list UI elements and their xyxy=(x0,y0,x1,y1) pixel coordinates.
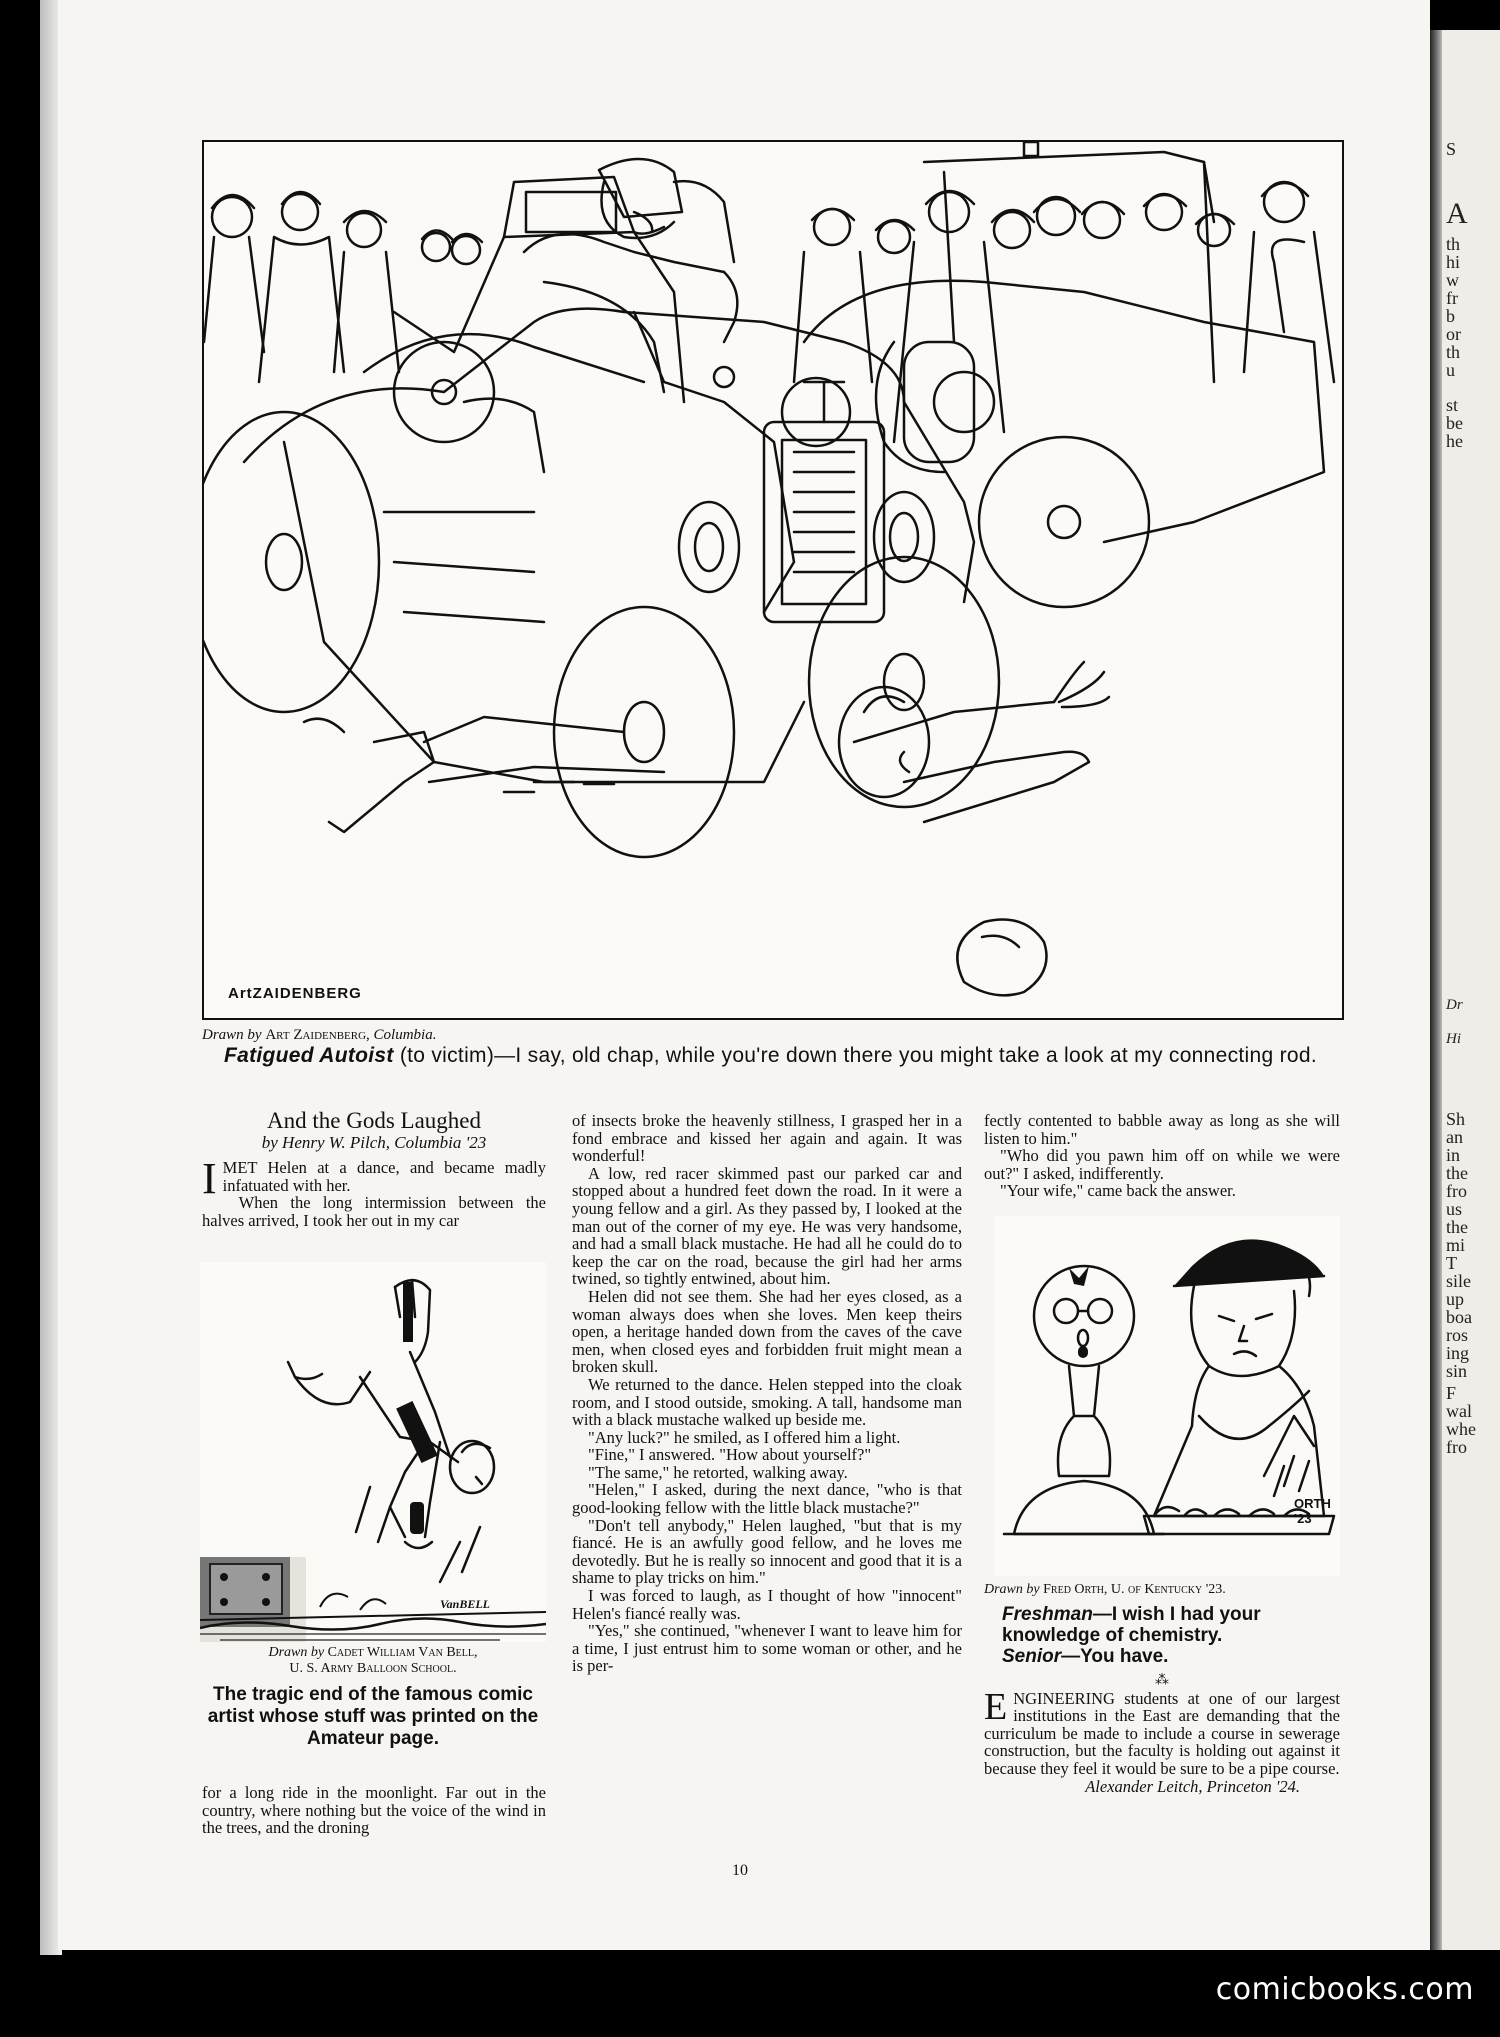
adjacent-page-fragment: w xyxy=(1446,270,1459,290)
article-paragraph: IMET Helen at a dance, and became madly infatuated with her. xyxy=(202,1154,546,1204)
credit-school: U. of Kentucky '23. xyxy=(1107,1582,1226,1597)
adjacent-page-fragment: mi xyxy=(1446,1235,1466,1255)
adjacent-page-fragment: fro xyxy=(1446,1181,1467,1201)
drop-cap: E xyxy=(984,1685,1008,1728)
caption-speaker: Fatigued Autoist xyxy=(224,1044,394,1067)
busts-cartoon-caption xyxy=(984,1604,1340,1667)
adjacent-page-fragment: he xyxy=(1446,431,1463,451)
article-paragraph: We returned to the dance. Helen stepped into the cloak room, and I stood outside, smoking. A tall, handsome man with a black mustache walked up beside me. xyxy=(572,1374,962,1430)
page-number: 10 xyxy=(732,1862,748,1879)
article-paragraph: A low, red racer skimmed past our parked car and stopped about a hundred feet down the road. In it were a young fellow and a girl. As they passed by, I looked at the man out of the corner of my eye. He was very handsome, and had a small black mustache. He had all he could do to keep the car on the road, because the girl had her arms twined, so tightly entwined, about him. xyxy=(572,1163,962,1289)
adjacent-page-fragment: or xyxy=(1446,324,1461,344)
adjacent-page-fragment: Hi xyxy=(1446,1031,1461,1047)
victim-figure xyxy=(304,662,1109,832)
credit-school: U. S. Army Balloon School. xyxy=(289,1661,457,1676)
adjacent-page-fragment: wal xyxy=(1446,1401,1472,1421)
adjacent-page-fragment: up xyxy=(1446,1289,1464,1309)
main-cartoon-illustration xyxy=(202,140,1344,1020)
adjacent-page-fragment: Dr xyxy=(1446,997,1463,1013)
main-cartoon-credit xyxy=(202,1027,436,1044)
adjacent-page-fragment: be xyxy=(1446,413,1463,433)
adjacent-page-fragment: an xyxy=(1446,1127,1463,1147)
section-ornament: ⁂ xyxy=(1155,1673,1169,1688)
drop-cap: I xyxy=(202,1154,217,1204)
adjacent-page-fragment: whe xyxy=(1446,1419,1476,1439)
car-accident-drawing xyxy=(204,142,1342,1018)
diver-drawing xyxy=(200,1262,546,1642)
adjacent-page-fragment: sin xyxy=(1446,1361,1468,1381)
site-watermark: comicbooks.com xyxy=(1215,1972,1474,2007)
article-paragraph: "Any luck?" he smiled, as I offered him a light. xyxy=(588,1427,901,1447)
adjacent-page-fragment: F xyxy=(1446,1383,1457,1403)
adjacent-page-fragment: the xyxy=(1446,1163,1468,1183)
article-paragraph: for a long ride in the moonlight. Far out in the country, where nothing but the voice of the wind in the trees, and the droning xyxy=(202,1783,546,1838)
article-paragraph: "Yes," she continued, "whenever I want to leave him for a time, I just entrust him to some woman or other, and he is per- xyxy=(572,1621,962,1676)
adjacent-page-fragment: S xyxy=(1446,139,1457,159)
article-paragraph: When the long intermission between the halves arrived, I took her out in my car xyxy=(202,1193,546,1230)
caption-text: (to victim)—I say, old chap, while you're down there you might take a look at my connecting rod. xyxy=(393,1044,1317,1067)
article-paragraph: fectly contented to babble away as long as she will listen to him." xyxy=(984,1111,1340,1148)
joke-role-freshman: Freshman xyxy=(1002,1604,1093,1625)
adjacent-page-fragment: hi xyxy=(1446,252,1461,272)
credit-prefix: Drawn by xyxy=(202,1027,262,1043)
busts-cartoon-credit xyxy=(984,1582,1340,1598)
article-paragraph: "Fine," I answered. "How about yourself?" xyxy=(588,1445,872,1465)
busts-cartoon-illustration xyxy=(994,1216,1340,1576)
adjacent-page-fragment: ros xyxy=(1446,1325,1468,1345)
article-column-1-continued xyxy=(202,1784,546,1837)
adjacent-page-fragment: us xyxy=(1446,1199,1463,1219)
article-column-2 xyxy=(572,1112,962,1675)
adjacent-page-fragment: in xyxy=(1446,1145,1461,1165)
article-title: And the Gods Laughed xyxy=(267,1108,481,1133)
background-car-right xyxy=(782,142,1324,607)
credit-artist-name: Fred Orth, xyxy=(1043,1582,1108,1597)
adjacent-page-fragment: st xyxy=(1446,395,1459,415)
joke-byline: Alexander Leitch, Princeton '24. xyxy=(1085,1776,1300,1796)
adjacent-page-fragment: u xyxy=(1446,360,1455,380)
joke-line-freshman: —I wish I had your knowledge of chemistry. xyxy=(1002,1604,1261,1646)
page-gutter xyxy=(1430,30,1442,1950)
adjacent-page-fragment: th xyxy=(1446,342,1461,362)
driver-figure xyxy=(524,159,737,392)
adjacent-page-fragment: T xyxy=(1446,1253,1457,1273)
joke-line-senior: —You have. xyxy=(1061,1646,1169,1667)
adjacent-page-fragment: the xyxy=(1446,1217,1468,1237)
diver-cartoon-caption: The tragic end of the famous comic artist whose stuff was printed on the Amateur page. xyxy=(207,1684,539,1749)
article-paragraph: of insects broke the heavenly stillness, I grasped her in a fond embrace and kissed her again and again. It was wonderful! xyxy=(572,1111,962,1166)
article-paragraph: I was forced to laugh, as I thought of how "innocent" Helen's fiancé really was. xyxy=(572,1586,962,1623)
adjacent-page-fragment: boa xyxy=(1446,1307,1472,1327)
credit-artist-name: Art Zaidenberg, xyxy=(265,1027,370,1043)
article-paragraph: Helen did not see them. She had her eyes closed, as a woman always does when she loves. Men keep theirs open, a heritage handed down from the caves of the cave men, when closed eyes and forbidden fruit might mean a broken skull. xyxy=(572,1286,962,1377)
article-paragraph: "Your wife," came back the answer. xyxy=(1000,1181,1236,1201)
article-paragraph: "Helen," I asked, during the next dance, "who is that good-looking fellow with the little black mustache?" xyxy=(572,1480,962,1518)
credit-prefix: Drawn by xyxy=(984,1582,1040,1597)
adjacent-page-fragment: Sh xyxy=(1446,1109,1466,1129)
engineering-joke xyxy=(984,1672,1340,1795)
busts-drawing xyxy=(994,1216,1340,1576)
busts-artist-signature: ORTH '23 xyxy=(1294,1496,1331,1526)
article-paragraph: "Who did you pawn him off on while we were out?" I asked, indifferently. xyxy=(984,1146,1340,1183)
article-byline: by Henry W. Pilch, Columbia '23 xyxy=(261,1132,487,1152)
adjacent-page-fragment: fr xyxy=(1446,288,1458,308)
diver-artist-signature: VanBELL xyxy=(440,1597,491,1611)
credit-artist-name: Cadet William Van Bell, xyxy=(327,1645,478,1660)
adjacent-page-fragment: A xyxy=(1446,197,1468,230)
main-cartoon-caption xyxy=(224,1044,1334,1068)
adjacent-page-fragment: ing xyxy=(1446,1343,1470,1363)
adjacent-page-edge xyxy=(1430,30,1500,1950)
adjacent-page-fragment: th xyxy=(1446,234,1461,254)
artist-signature: ArtZAIDENBERG xyxy=(228,985,362,1002)
article-paragraph: "Don't tell anybody," Helen laughed, "but that is my fiancé. He is an awfully good fellow, and he loves me devotedly. But he is really so innocent and good that it is a shame to play tricks on him." xyxy=(572,1515,962,1588)
main-car xyxy=(204,309,999,857)
fallen-hat xyxy=(957,920,1046,996)
adjacent-page-fragment: sile xyxy=(1446,1271,1471,1291)
joke-paragraph: ENGINEERING students at one of our largest institutions in the East are demanding that the curriculum be made to include a course in sewerage construction, but the faculty is holding out against it because they feel it would be sure to be a pipe course. xyxy=(984,1685,1340,1778)
adjacent-page-fragment: fro xyxy=(1446,1437,1467,1457)
credit-prefix: Drawn by xyxy=(268,1645,325,1660)
diver-cartoon-illustration xyxy=(200,1262,546,1642)
joke-role-senior: Senior xyxy=(1002,1646,1062,1667)
diver-cartoon-credit xyxy=(200,1645,546,1677)
adjacent-page-fragment: b xyxy=(1446,306,1455,326)
article-column-1 xyxy=(202,1108,546,1230)
article-paragraph: "The same," he retorted, walking away. xyxy=(588,1462,848,1482)
credit-school: Columbia. xyxy=(369,1027,437,1043)
article-column-3 xyxy=(984,1112,1340,1200)
